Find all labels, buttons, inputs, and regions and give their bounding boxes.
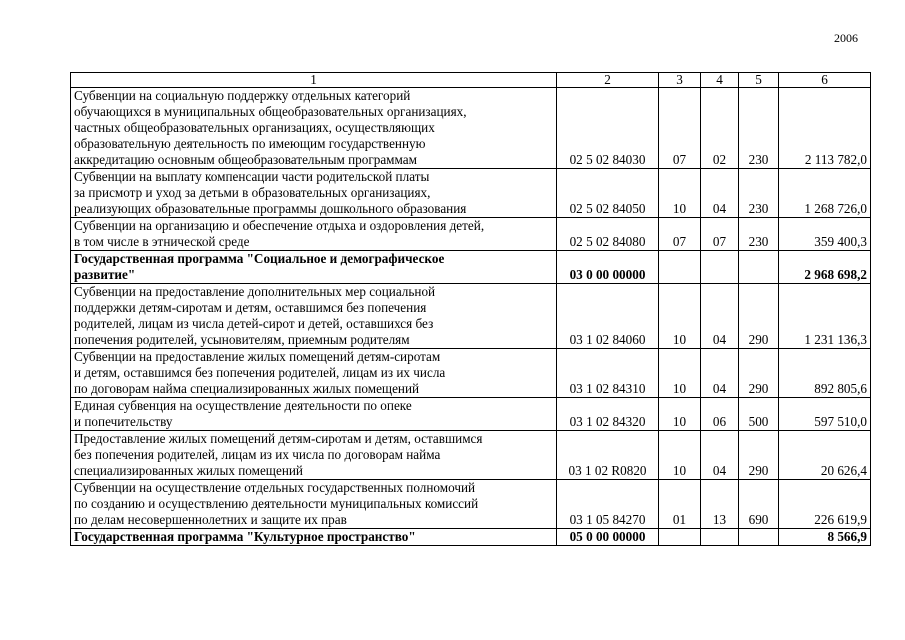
row-subsection-cell (701, 88, 739, 169)
row-section-cell (659, 284, 701, 349)
row-name-cell (71, 169, 557, 218)
row-code-cell (557, 398, 659, 431)
row-type-cell-text: 290 (748, 463, 769, 478)
row-section-cell-text: 07 (672, 234, 687, 249)
row-section-cell (659, 398, 701, 431)
row-code-cell (557, 218, 659, 251)
row-section-cell-text: 10 (672, 201, 687, 216)
row-sum-cell-text: 892 805,6 (814, 381, 867, 396)
row-section-cell (659, 251, 701, 284)
row-code-cell (557, 251, 659, 284)
row-subsection-cell-text: 04 (712, 463, 727, 478)
row-name-cell (71, 88, 557, 169)
row-code-cell-text: 02 5 02 84080 (569, 234, 646, 249)
header-col-5: 5 (739, 73, 779, 88)
row-subsection-cell-text: 13 (712, 512, 727, 527)
row-subsection-cell-text: 07 (712, 234, 727, 249)
row-type-cell (739, 284, 779, 349)
row-section-cell (659, 218, 701, 251)
row-subsection-cell (701, 349, 739, 398)
row-section-cell (659, 88, 701, 169)
row-name-cell (71, 431, 557, 480)
header-col-1: 1 (71, 73, 557, 88)
row-subsection-cell (701, 398, 739, 431)
row-name-cell (71, 529, 557, 546)
row-type-cell-text: 500 (748, 414, 769, 429)
row-section-cell (659, 480, 701, 529)
row-section-cell-text: 10 (672, 332, 687, 347)
row-type-cell (739, 480, 779, 529)
row-section-cell (659, 349, 701, 398)
row-sum-cell (779, 218, 871, 251)
row-subsection-cell (701, 218, 739, 251)
row-sum-cell (779, 251, 871, 284)
row-name-cell-text: Субвенции на предоставление жилых помещений детям-сиротам и детям, оставшимся без попечения родителей, лицам из их числа по договорам найма специализированных жилых помещений (74, 349, 446, 396)
row-section-cell-text: 07 (672, 152, 687, 167)
row-sum-cell-text: 1 231 136,3 (804, 332, 867, 347)
row-name-cell-text: Государственная программа "Культурное пространство" (74, 529, 416, 544)
row-section-cell (659, 529, 701, 546)
row-type-cell (739, 88, 779, 169)
row-sum-cell (779, 284, 871, 349)
table-row (71, 218, 871, 251)
table-row (71, 529, 871, 546)
row-code-cell-text: 03 1 02 84310 (569, 381, 646, 396)
row-name-cell (71, 251, 557, 284)
table-row (71, 398, 871, 431)
row-section-cell-text: 10 (672, 381, 687, 396)
row-section-cell-text: 10 (672, 463, 687, 478)
row-subsection-cell (701, 529, 739, 546)
row-type-cell-text: 290 (748, 332, 769, 347)
row-code-cell (557, 431, 659, 480)
row-sum-cell-text: 20 626,4 (820, 463, 867, 478)
row-sum-cell (779, 431, 871, 480)
row-type-cell-text: 230 (748, 152, 769, 167)
row-name-cell-text: Единая субвенция на осуществление деятельности по опеке и попечительству (74, 398, 412, 429)
row-code-cell (557, 349, 659, 398)
row-type-cell (739, 218, 779, 251)
row-code-cell-text: 03 1 02 84320 (569, 414, 646, 429)
row-type-cell (739, 349, 779, 398)
row-type-cell (739, 431, 779, 480)
page-number: 2006 (834, 31, 858, 45)
header-col-6: 6 (779, 73, 871, 88)
row-code-cell-text: 03 1 02 R0820 (568, 463, 647, 478)
budget-table (70, 72, 871, 546)
row-type-cell-text: 230 (748, 234, 769, 249)
row-code-cell-text: 05 0 00 00000 (569, 529, 646, 544)
row-sum-cell (779, 169, 871, 218)
row-code-cell-text: 02 5 02 84050 (569, 201, 646, 216)
row-subsection-cell (701, 169, 739, 218)
row-sum-cell-text: 2 968 698,2 (804, 267, 867, 282)
row-subsection-cell (701, 251, 739, 284)
row-sum-cell (779, 349, 871, 398)
row-subsection-cell-text: 06 (712, 414, 727, 429)
row-section-cell-text: 01 (672, 512, 687, 527)
row-section-cell (659, 431, 701, 480)
row-name-cell (71, 480, 557, 529)
row-name-cell-text: Субвенции на организацию и обеспечение отдыха и оздоровления детей, в том числе в этнической среде (74, 218, 485, 249)
row-name-cell (71, 218, 557, 251)
row-sum-cell-text: 8 566,9 (827, 529, 867, 544)
header-col-3: 3 (659, 73, 701, 88)
row-name-cell-text: Субвенции на социальную поддержку отдельных категорий обучающихся в муниципальных общеобразовательных организациях, частных общеобразовательных организациях, осуществляющих образовательную деятельность по имеющим государственную аккредитацию основным общеобразовательным программам (74, 88, 467, 167)
row-name-cell-text: Субвенции на выплату компенсации части родительской платы за присмотр и уход за детьми в образовательных организациях, реализующих образовательные программы дошкольного образования (74, 169, 467, 216)
row-sum-cell (779, 88, 871, 169)
row-name-cell-text: Субвенции на предоставление дополнительных мер социальной поддержки детям-сиротам и детям, оставшимся без попечения родителей, лицам из числа детей-сирот и детей, оставшихся без попечения родителей, усыновителям, приемным родителям (74, 284, 436, 347)
row-type-cell-text: 230 (748, 201, 769, 216)
row-subsection-cell-text: 04 (712, 332, 727, 347)
table-header-row (71, 73, 871, 88)
row-section-cell (659, 169, 701, 218)
row-subsection-cell (701, 284, 739, 349)
row-sum-cell-text: 1 268 726,0 (804, 201, 867, 216)
row-name-cell (71, 284, 557, 349)
row-code-cell (557, 480, 659, 529)
row-type-cell (739, 251, 779, 284)
row-name-cell-text: Субвенции на осуществление отдельных государственных полномочий по созданию и осуществлению деятельности муниципальных комиссий по делам несовершеннолетних и защите их прав (74, 480, 479, 527)
header-col-4: 4 (701, 73, 739, 88)
row-code-cell-text: 03 1 02 84060 (569, 332, 646, 347)
row-sum-cell (779, 398, 871, 431)
table-row (71, 169, 871, 218)
table-row (71, 88, 871, 169)
header-col-2: 2 (557, 73, 659, 88)
row-name-cell-text: Предоставление жилых помещений детям-сиротам и детям, оставшимся без попечения родителей, лицам из их числа по договорам найма специализированных жилых помещений (74, 431, 483, 478)
row-code-cell (557, 88, 659, 169)
row-sum-cell-text: 2 113 782,0 (804, 152, 867, 167)
row-type-cell (739, 398, 779, 431)
row-name-cell-text: Государственная программа "Социальное и демографическое развитие" (74, 251, 445, 282)
table-row (71, 251, 871, 284)
row-name-cell (71, 349, 557, 398)
row-sum-cell (779, 529, 871, 546)
row-code-cell (557, 284, 659, 349)
row-type-cell-text: 690 (748, 512, 769, 527)
row-subsection-cell-text: 04 (712, 201, 727, 216)
row-sum-cell-text: 226 619,9 (814, 512, 867, 527)
row-sum-cell (779, 480, 871, 529)
row-section-cell-text: 10 (672, 414, 687, 429)
row-subsection-cell-text: 04 (712, 381, 727, 396)
table-row (71, 284, 871, 349)
row-code-cell (557, 529, 659, 546)
row-name-cell (71, 398, 557, 431)
table-row (71, 480, 871, 529)
table-row (71, 431, 871, 480)
row-code-cell (557, 169, 659, 218)
row-sum-cell-text: 597 510,0 (814, 414, 867, 429)
row-subsection-cell (701, 480, 739, 529)
row-subsection-cell (701, 431, 739, 480)
row-type-cell (739, 169, 779, 218)
row-code-cell-text: 03 0 00 00000 (569, 267, 646, 282)
row-type-cell-text: 290 (748, 381, 769, 396)
row-code-cell-text: 02 5 02 84030 (569, 152, 646, 167)
row-code-cell-text: 03 1 05 84270 (569, 512, 646, 527)
row-sum-cell-text: 359 400,3 (814, 234, 867, 249)
row-subsection-cell-text: 02 (712, 152, 727, 167)
row-type-cell (739, 529, 779, 546)
table-row (71, 349, 871, 398)
